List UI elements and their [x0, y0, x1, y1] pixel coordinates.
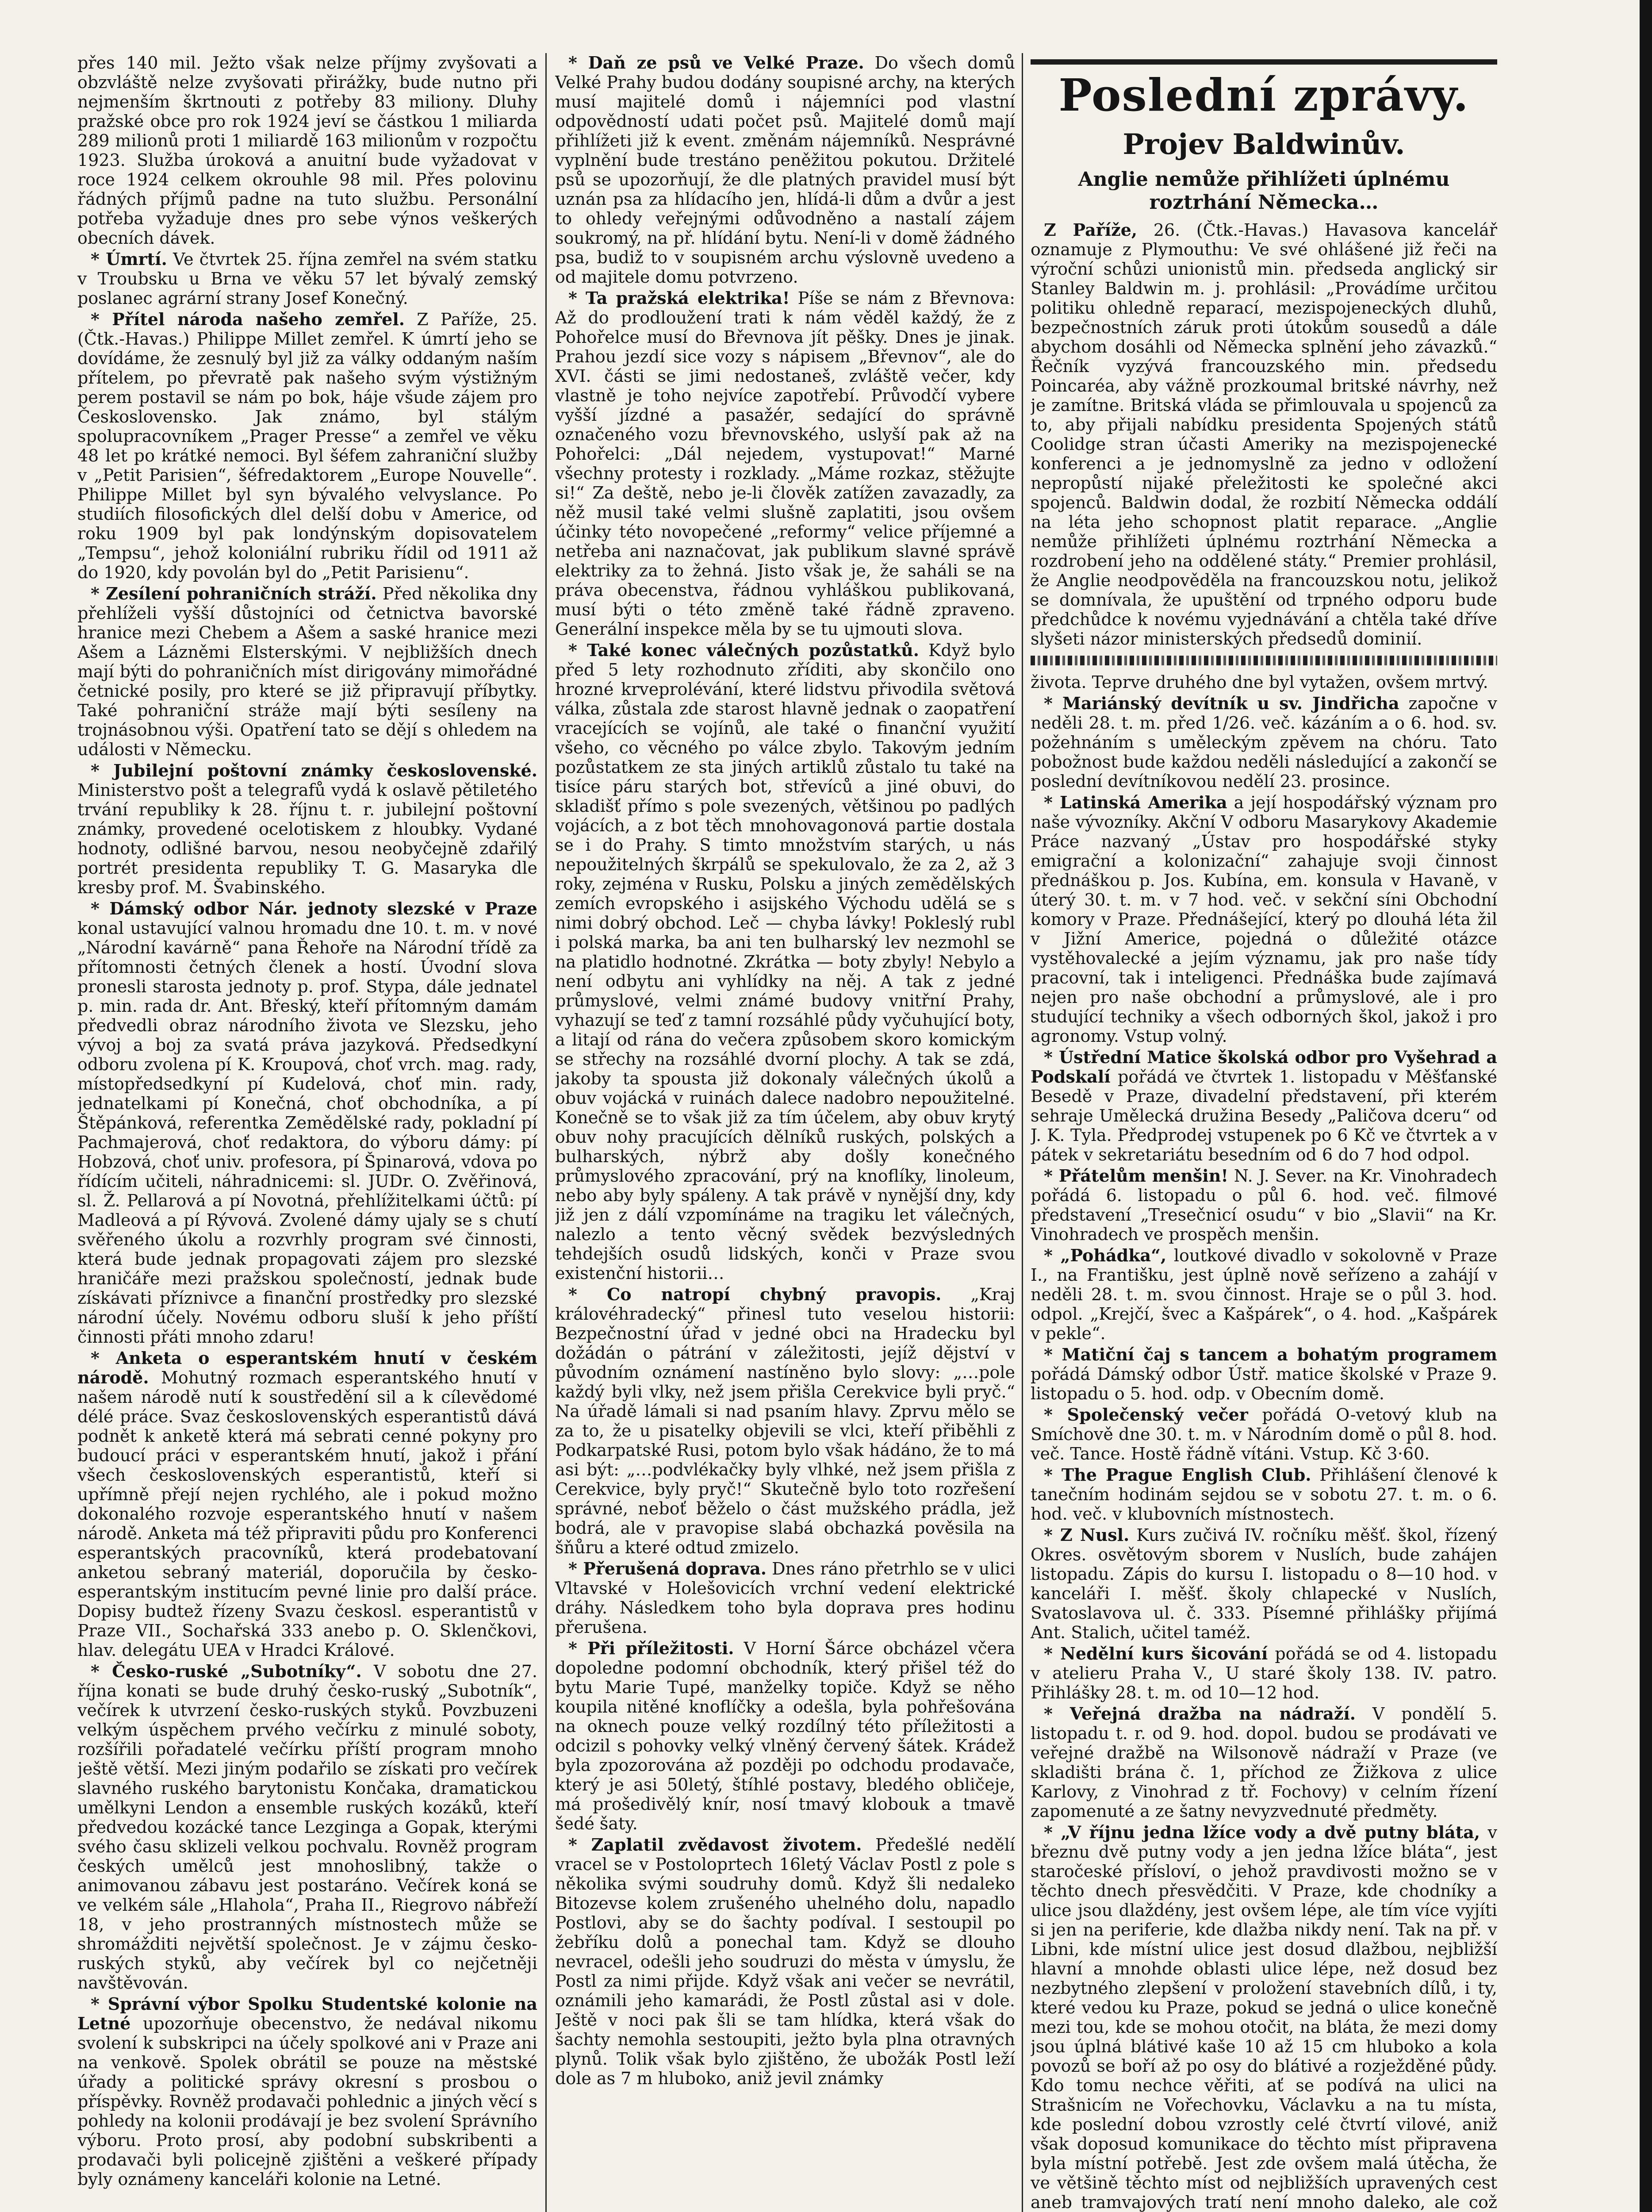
section-masthead: Poslední zprávy.	[1058, 69, 1469, 121]
article	[1031, 1405, 1497, 1463]
article	[1031, 1644, 1497, 1702]
article	[77, 761, 537, 897]
article-text: pořádá se od 4. listopadu v atelieru Praha V., U staré školy 138. IV. patro. Přihlášky 28. t. m. od 10—12 hod.	[1031, 1644, 1497, 1702]
article-text: přes 140 mil. Ježto však nelze příjmy zvyšovati a obzvláště nelze zvyšovati přirážky, bude nutno při nejmenším škrtnouti z potřeby 83 miliony. Dluhy pražské obce pro rok 1924 jeví se částkou 1 miliarda 289 milionů proti 1 miliardě 163 milionům v rozpočtu 1923. Služba úroková a anuitní bude vyžadovat v roce 1924 celkem okrouhle 98 mil. Přes polovinu řádných příjmů padne na tuto službu. Personální potřeba vyžaduje dnes pro sebe výnos veškerých obecních dávek.	[77, 53, 537, 248]
article	[77, 899, 537, 1347]
scan-edge	[1640, 0, 1652, 2212]
column-rule	[1022, 53, 1023, 2212]
short-news	[1031, 672, 1497, 2212]
article	[77, 53, 537, 248]
article-text: N. J. Sever. na Kr. Vinohradech pořádá 6. listopadu o půl 6. hod. več. filmové představení „Tresečnicí osudu“ v bio „Slavii“ na Kr. Vinohradech ve prospěch menšin.	[1031, 1166, 1497, 1244]
article	[555, 53, 1015, 287]
article-text: Dnes ráno přetrhlo se v ulici Vltavské v Holešovicích vrchní vedení elektrické dráhy. Následkem toho byla doprava pres hodinu přerušena.	[555, 1559, 1015, 1637]
section-top-bar	[1031, 59, 1497, 65]
article-heading: * Mariánský devítník u sv. Jindřicha	[1044, 693, 1399, 713]
article-text: života. Teprve druhého dne byl vytažen, ovšem mrtvý.	[1031, 672, 1488, 692]
article-heading: Z Paříže,	[1044, 220, 1138, 240]
lead-articles	[1031, 220, 1497, 649]
article	[555, 1639, 1015, 1833]
article	[555, 1835, 1015, 2088]
column-3	[1031, 53, 1497, 2212]
article-text: upozorňuje obecenstvo, že nedával nikomu svolení k subskripci na účely spolkové ani v Praze ani na venkově. Spolek obrátil se pouze na městské úřady a politické správy okresní s prosbou o příspěvky. Rovněž prodavači pohlednic a jiných věcí s pohledy na kolonii prodávají je bez svolení Správního výboru. Proto prosí, aby podobní subskribenti a prodavači byli policejně zjištěni a veškeré případy byly oznámeny kanceláři kolonie na Letné.	[77, 2014, 537, 2189]
article-heading: * Přerušená doprava.	[568, 1559, 767, 1578]
article	[1031, 1465, 1497, 1524]
article-heading: * Z Nusl.	[1044, 1525, 1130, 1545]
article-heading: * Matiční čaj s tancem a bohatým programem	[1044, 1344, 1497, 1364]
article-text: pořádá O-vetový klub na Smíchově dne 30. t. m. v Národním domě o půl 8. hod. več. Tance. Hostě řádně vítáni. Vstup. Kč 3·60.	[1031, 1405, 1497, 1463]
column-1	[77, 53, 537, 2212]
article-heading: * Úmrtí.	[91, 249, 167, 269]
article	[1031, 694, 1497, 791]
article-text: v březnu dvě putny vody a jen jedna lžíce bláta“, jest staročeské přísloví, o jehož pravdivosti možno se v těchto dnech přesvědčiti. V Praze, kde chodníky a ulice jsou dlaždény, jest ovšem lépe, ale tím více vyjíti si jen na periferie, kde dlažba nikdy není. Tak na př. v Libni, kde místní ulice jest dosud dlažbou, nejbližší hlavní a mnohde oblasti ulice lépe, než dosud bez nezbytného zlepšení v proložení stavebních dílů, i ty, které vedou ku Praze, pokud se jedná o ulice konečně mezi tou, kde se mohou otočit, na bláta, že mezi domy jsou úplná blátivé kaše 10 až 15 cm hluboko a kola povozů se boří až po osy do blátivé a rozježděné půdy. Kdo tomu nechce věřiti, ať se podívá na ulici na Strašnicím ne Vořechovku, Václavku a na tu místa, kde poslední dobou vzrostly celé čtvrtí vilové, aniž však doposud komunikace do těchto míst připravena byla místní potřebě. Jest zde ovšem malá útěcha, že ve většině těchto míst od nejbližších upravených cest aneb tramvajových tratí není mnoho daleko, ale což	[1031, 1823, 1497, 2212]
article	[1031, 672, 1497, 692]
article-heading: * Česko-ruské „Subotníky“.	[91, 1661, 362, 1681]
article-heading: * Správní výbor Spolku Studentské kolonie na Letné	[77, 1994, 537, 2033]
article	[555, 1285, 1015, 1557]
article	[1031, 220, 1497, 649]
article-heading: * Ústřední Matice školská odbor pro Vyšehrad a Podskalí	[1031, 1047, 1497, 1087]
article-text: Před několika dny přehlíželi vyšší důstojníci od četnictva bavorské hranice mezi Chebem a Ašem a saské hranice mezi Ašem a Lázněmi Elsterskými. V nejbližších dnech mají býti do pohraničních míst dirigovány mimořádné četnické posily, pro které se již připravují příbytky. Také pohraniční stráže mají býti sesíleny na trojnásobnou výši. Opatření tato se dějí s ohledem na události v Německu.	[77, 584, 537, 759]
article-text: Ve čtvrtek 25. října zemřel na svém statku v Troubsku u Brna ve věku 57 let bývalý zemský poslanec agrární strany Josef Konečný.	[77, 250, 537, 308]
ornamental-divider	[1031, 656, 1497, 665]
article	[77, 1348, 537, 1660]
headline: Projev Baldwinův.	[1123, 128, 1405, 161]
article-heading: * „V říjnu jedna lžíce vody a dvě putny bláta,	[1044, 1822, 1480, 1842]
article-text: V Horní Šárce obcházel včera dopoledne podomní obchodník, který přišel též do bytu Marie Tupé, manželky topiče. Když se něho koupila nitěné knoflíčky a odešla, byla pohřešována na oknech pouze velký rozdílný této příležitosti a odcizil s pohovky velký vlněný červený šátek. Krádež byla zpozorována až později po odchodu prodavače, který je asi 50letý, štíhlé postavy, bledého obličeje, má prošedivělý knír, nosí tmavý klobouk a tmavě šedé šaty.	[555, 1639, 1015, 1833]
article-heading: * The Prague English Club.	[1044, 1465, 1311, 1485]
article	[555, 288, 1015, 639]
article-text: pořádá ve čtvrtek 1. listopadu v Měšťanské Besedě v Praze, divadelní představení, při kterém sehraje Umělecká družina Besedy „Paličova dceru“ od J. K. Tyla. Předprodej vstupenek po 6 Kč ve čtvrtek a v pátek v sekretariátu besedním od 6 do 7 hod odpol.	[1031, 1067, 1497, 1164]
article-heading: * Anketa o esperantském hnutí v českém národě.	[77, 1348, 537, 1387]
article-heading: * Také konec válečných pozůstatků.	[568, 640, 920, 660]
article	[77, 1994, 537, 2189]
article	[1031, 1048, 1497, 1164]
article	[77, 250, 537, 308]
article-text: konal ustavující valnou hromadu dne 10. t. m. v nové „Národní kavárně“ pana Řehoře na Národní třídě za přítomnosti četných členek a hostí. Úvodní slova pronesli starosta jednoty p. prof. Stypa, dále jednatel p. min. rada dr. Ant. Břeský, kteří přítomným damám předvedli obraz národního života ve Slezsku, jeho vývoj a boj za svatá práva jazyková. Předsedkyní odboru zvolena pí K. Kroupová, choť vrch. mag. rady, místopředsedkyní pí Kudelová, choť min. rady, jednatelkami pí Konečná, choť obchodníka, a pí Štěpánková, referentka Zemědělské rady, pokladní pí Pachmajerová, choť redaktora, do výboru dámy: pí Hobzová, choť univ. profesora, pí Špinarová, vdova po řídícím učiteli, náhradnicemi: sl. JUDr. O. Zvěřinová, sl. Ž. Pellarová a pí Novotná, přehlížitelkami účtů: pí Madleová a pí Rývová. Zvolené dámy ujaly se s chutí svěřeného úkolu a rozvrhly program své činnosti, která bude jednak propagovati zájem pro slezské hraničáře mezi pražskou společností, jednak bude získávati příznivce a finanční prostředky pro slezské národní účely. Novému odboru sluší k jeho příští činnosti přáti mnoho zdaru!	[77, 918, 537, 1347]
article-heading: * Co natropí chybný pravopis.	[568, 1284, 942, 1304]
article-heading: * Zaplatil zvědavost životem.	[568, 1835, 862, 1855]
article	[555, 1559, 1015, 1637]
subheadline: Anglie nemůže přihlížeti úplnému roztrhání Německa…	[1078, 168, 1450, 214]
article-text: „Kraj královéhradecký“ přinesl tuto veselou historii: Bezpečnostní úřad v jedné obci na Hradecku byl dožádán o pátrání v záležitosti, jejíž dějství v původním oznámení nastíněno bylo slovy: „…pole každý byli vlky, než jsem přišla Cerekvice byli pryč.“ Na úřadě lámali si nad psaním hlavy. Zprvu mělo se za to, že u pisatelky objevili se vlci, kteří přiběhli z Podkarpatské Rusi, potom bylo však hádáno, že to má asi být: „…podvlékačky byly vlhké, než jsem přišla z Cerekvice, byly pryč!“ Skutečně bylo toto rozřešení správné, neboť běželo o část mužského prádla, jež bodrá, ale v pravopise slabá obchazká pověsila na šňůru a které odtud zmizelo.	[555, 1285, 1015, 1557]
article-text: Z Paříže, 25. (Čtk.-Havas.) Philippe Millet zemřel. K úmrtí jeho se dovídáme, že zesnulý byl již za války oddaným naším přítelem, po převratě pak našeho svým výstižným perem postavil se nám po bok, háje všude zájem pro Československo. Jak známo, byl stálým spolupracovníkem „Prager Presse“ a zemřel ve věku 48 let po krátké nemoci. Byl šéfem zahraniční služby v „Petit Parisien“, šéfredaktorem „Europe Nouvelle“. Philippe Millet byl syn bývalého velvyslance. Po studiích filosofických dlel delší dobu v Americe, od roku 1909 byl pak londýnským dopisovatelem „Tempsu“, jehož koloniální rubriku řídil od 1911 až do 1920, kdy povolán byl do „Petit Parisienu“.	[77, 310, 537, 582]
article-heading: * Zesílení pohraničních stráží.	[91, 584, 377, 603]
article-text: Do všech domů Velké Prahy budou dodány soupisné archy, na kterých musí majitelé domů i nájemníci pod vlastní odpovědností udati počet psů. Majitelé domů mají přihlížeti již k event. změnám nájemníků. Nesprávné vyplnění bude trestáno peněžitou pokutou. Držitelé psů se upozorňují, že dle platných pravidel musí být uznán psa za hlídacího jen, hlídá-li dům a dvůr a jest to ohledy veřejnými odůvodněno a nastalí zájem soukromý, na př. hlídání bytu. Není-li v domě žádného psa, budiž to v soupisném archu výslovně uvedeno a od majitele domu potvrzeno.	[555, 53, 1015, 287]
article-text: započne v neděli 28. t. m. před 1/26. več. kázáním a o 6. hod. sv. požehnáním s uměleckým zpěvem na chóru. Tato pobožnost bude každou neděli následující a zakončí se poslední devítníkovou nedělí 23. prosince.	[1031, 694, 1497, 791]
article-heading: * Při příležitosti.	[568, 1638, 734, 1658]
article-text: Předešlé nedělí vracel se v Postoloprtech 16letý Václav Postl z pole s několika svými soudruhy domů. Když šli nedaleko Bitozevse kolem zrušeného uhelného dolu, napadlo Postlovi, aby se do šachty podíval. I sestoupil po žebříku dolů a ponechal tam. Když se dlouho nevracel, odešli jeho soudruzi do města v úmyslu, že Postl za nimi přijde. Když však ani večer se nevrátil, oznámili jeho kamarádi, že Postl zůstal asi v dole. Ještě v noci pak šli se tam hlídka, která však do šachty nemohla sestoupiti, ježto byla plna otravných plynů. Tolik však bylo zjištěno, že ubožák Postl leží dole as 7 m hluboko, aniž jevil známky	[555, 1835, 1015, 2088]
article-heading: * Nedělní kurs šicování	[1044, 1644, 1268, 1663]
article	[1031, 1166, 1497, 1244]
article	[1031, 793, 1497, 1046]
article-heading: * Přátelům menšin!	[1044, 1166, 1229, 1186]
article	[77, 310, 537, 582]
article-text: loutkové divadlo v sokolovně v Praze I., na Františku, jest úplně nově seřízeno a zahájí v neděli 28. t. m. svou činnost. Hraje se o půl 3. hod. odpol. „Krejčí, švec a Kašpárek“, o 4. hod. „Kašpárek v pekle“.	[1031, 1246, 1497, 1343]
article-text: Píše se nám z Břevnova: Až do prodloužení trati k nám věděl každý, že z Pohořelce musí do Břevnova jít pěšky. Dnes je jinak. Prahou jezdí sice vozy s nápisem „Břevnov“, ale do XVI. části se jimi nedostaneš, zvláště večer, kdy vlastně je toho nejvíce zapotřebí. Průvodčí vybere vyšší jízdné a pasažér, sedající do správně označeného vozu břevnovského, uslyší pak až na Pohořelci: „Dál nejedem, vystupovat!“ Marné všechny protesty i rozklady. „Máme rozkaz, stěžujte si!“ Za deště, nebo je-li člověk zatížen zavazadly, za něž musil také velmi slušně zaplatiti, jsou ovšem účinky této novopečené „reformy“ velice příjemné a netřeba ani naznačovat, jak publikum slavné správě elektriky za to žehná. Jisto však je, že saháli se na práva obecenstva, řádnou vyhláškou publikovaná, musí býti o této změně také řádně zpraveno. Generální inspekce měla by se tu ujmouti slova.	[555, 288, 1015, 639]
article-text: V sobotu dne 27. října konati se bude druhý česko-ruský „Subotník“, večírek k utvrzení česko-ruských styků. Povzbuzeni velkým úspěchem prvého večírku z minulé soboty, rozšířili pořadatelé večírku příští program mnoho ještě větší. Mezi jiným podařilo se získati pro večírek slavného ruského barytonistu Končaka, dramatickou umělkyni Lendon a ensemble ruských kozáků, kteří předvedou kozácké tance Lezginga a Gopak, kterými svého času sklizeli velkou pochvalu. Rovněž program českých umělců jest mnohoslibný, takže o animovanou zábavu jest postaráno. Večírek koná se ve velkém sále „Hlahola“, Praha II., Riegrovo nábřeží 18, v jeho prostranných místnostech může se shromážditi největší společnost. Je v zájmu česko-ruských styků, aby večírek byl co nejčetněji navštěvován.	[77, 1662, 537, 1993]
article-heading: * Společenský večer	[1044, 1405, 1248, 1425]
article-heading: * Daň ze psů ve Velké Praze.	[568, 53, 864, 73]
article	[1031, 1246, 1497, 1343]
article	[1031, 1345, 1497, 1403]
article	[1031, 1823, 1497, 2212]
column-rule	[545, 53, 547, 2212]
article-heading: * Ta pražská elektrika!	[568, 288, 790, 308]
article	[77, 1662, 537, 1993]
article-text: Když bylo před 5 lety rozhodnuto zříditi, aby skončilo ono hrozné krveprolévání, které lidstvu přivodila světová válka, zůstala zde starost hlavně jednak o zaopatření vracejících se vojínů, ale také o finanční využití všeho, co věcného po válce zbylo. Takovým jedním pozůstatkem ze sta jiných artiklů zůstalo tu také na tisíce páru starých bot, střevíců a jiné obuvi, do skladišť přímo s pole svezených, většinou po padlých vojácích, a z bot těch mnohovagonová partie dostala se i do Prahy. S timto množstvím starých, u nás nepoužitelných škrpálů se spekulovalo, že za 2, až 3 roky, zejména v Rusku, Polsku a jiných zemědělských zemích evropského i asijského Východu udělá se s nimi dobrý obchod. Leč — chyba lávky! Pokleslý rubl i polská marka, ba ani ten bulharský lev nezmohl se na platidlo hodnotné. Zkrátka — boty zbyly! Nebylo a není odbytu ani vyhlídky na něj. A tak z jedné průmyslové, velmi známé budovy vnitřní Prahy, vyhazují se teď z tamní rozsáhlé půdy vyčuhující boty, a litají od rána do večera způsobem skoro komickým se střechy na rozsáhlé dvorní plochy. A tak se zdá, jakoby ta spousta již dokonaly válečných úkolů a obuv vojácká v ruinách dalece nadobro nepoužitelné. Konečně se to však již za tím účelem, aby obuv krytý obuv nohy pracujících dělníků ruských, polských a bulharských, nýbrž aby došly konečného průmyslového zpracování, prý na knoflíky, linoleum, nebo aby byly spáleny. A tak právě v nynější dny, kdy již jen z dálí vzpomínáme na tragiku let válečných, nalezlo a tento věcný svědek bezvýsledných tehdejších osudů lidských, konči v Praze svou existenční historii…	[555, 641, 1015, 1283]
article-heading: * Veřejná dražba na nádraží.	[1044, 1704, 1356, 1724]
article-heading: * Přítel národa našeho zemřel.	[91, 309, 405, 329]
article	[1031, 1704, 1497, 1821]
article-text: Kurs zučivá IV. ročníku měšť. škol, řízený Okres. osvětovým sborem v Nuslích, bude zahájen listopadu. Zápis do kursu I. listopadu o 8—10 hod. v kanceláři I. měšť. školy chlapecké v Nuslích, Svatoslavova ul. č. 333. Písemné přihlášky přijímá Ant. Stalich, učitel taméž.	[1031, 1525, 1497, 1642]
article-text: Mohutný rozmach esperantského hnutí v našem národě nutí k soustředění sil a k cílevědomé délé práce. Svaz československých esperantistů dává podnět k anketě která má sebrati cenné pokyny pro budoucí práci v esperantském hnutí, jakož i přání všech československých esperantistů, kteří si upřímně přejí nejen rychlého, ale i pokud možno dokonalého rozvoje esperantského hnutí v našem národě. Anketa má též připraviti půdu pro Konferenci esperantských pracovníků, která prodebatovaní anketou sebraný materiál, doporučila by česko-esperantským institucím pevné linie pro další práce. Dopisy budtež řízeny Svazu českosl. esperantistů v Praze VII., Sochařská 333 anebo p. O. Sklenčkovi, hlav. delegátu UEA v Hradci Králové.	[77, 1368, 537, 1660]
article-text: Ministerstvo pošt a telegrafů vydá k oslavě pětiletého trvání republiky k 28. říjnu t. r. jubilejní poštovní známky, provedené ocelotiskem z hloubky. Vydané hodnoty, odlišné barvou, nesou neobyčejně zdařilý portrét presidenta republiky T. G. Masaryka dle kresby prof. M. Švabinského.	[77, 780, 537, 897]
article	[1031, 1525, 1497, 1642]
article	[77, 584, 537, 759]
article-text: pořádá Dámský odbor Ústř. matice školské v Praze 9. listopadu o 5. hod. odp. v Obecním domě.	[1031, 1364, 1497, 1403]
article-text: 26. (Čtk.-Havas.) Havasova kancelář oznamuje z Plymouthu: Ve své ohlášené již řeči na výroční schůzi unionistů min. předseda anglický sir Stanley Baldwin m. j. prohlásil: „Provádíme určitou politiku ohledně reparací, mezispojeneckých dluhů, bezpečnostních záruk proti útokům sousedů a dále abychom dosáhli od Německa splnění jeho závazků.“ Řečník vyzývá francouzského min. předsedu Poincaréa, aby vážně prozkoumal britské návrhy, než je zamítne. Britská vláda se přimlouvala u spojenců za to, aby přijali nabídku presidenta Spojených států Coolidge stran účasti Ameriky na mezispojenecké konferenci a je jednomyslně za jedno v odložení nepropůstí nijaké přeležitosti ke společné akci spojenců. Baldwin dodal, že rozbití Německa oddálí na léta jeho schopnost platit reparace. „Anglie nemůže přihlížeti úplnému roztrhání Německa a rozdrobení jeho na oddělené státy.“ Premier prohlásil, že Anglie neodpověděla na francouzskou notu, jelikož se domnívala, že upuštění od trpného odporu bude předchůdce k novému vyjednávání a chtěla také dříve slyšeti názor ministerských předsedů dominií.	[1031, 220, 1497, 649]
article-heading: * Jubilejní poštovní známky československé.	[91, 760, 537, 780]
column-2	[555, 53, 1015, 2212]
article-heading: * Dámský odbor Nár. jednoty slezské v Praze	[91, 899, 537, 918]
article-text: Přihlášení členové k tanečním hodinám sejdou se v sobotu 27. t. m. o 6. hod. več. v klubovních místnostech.	[1031, 1465, 1497, 1524]
article-heading: * Latinská Amerika	[1044, 792, 1227, 812]
article-text: a její hospodářský význam pro naše vývozníky. Akční V odboru Masarykovy Akademie Práce nazvaný „Ústav pro hospodářské styky emigrační a kolonizační“ zahajuje svoji činnost přednáškou p. Jos. Kubínа, em. konsula v Havaně, v úterý 30. t. m. v 7 hod. več. v sekční síni Obchodní komory v Praze. Přednášející, který po dlouhá léta žil v Jižní Americe, pojedná o důležité otázce vystěhovalecké a jejím významu, jak pro naše tídy pracovní, tak i inteligenci. Přednáška bude zajímavá nejen pro naše obchodní a průmyslové, ale i pro studující techniky a všech odborných škol, jakož i pro agronomy. Vstup volný.	[1031, 793, 1497, 1046]
article-text: V pondělí 5. listopadu t. r. od 9. hod. dopol. budou se prodávati ve veřejné dražbě na Wilsonově nádraží v Praze (ve skladišti brána č. 1, příchod ze Žižkova z ulice Karlovy, z Vinohrad z tř. Fochovy) v celním řízení zapomenuté a ze šatny nevyzvednuté předměty.	[1031, 1704, 1497, 1821]
article-heading: * „Pohádka“,	[1044, 1245, 1167, 1265]
article	[555, 641, 1015, 1283]
